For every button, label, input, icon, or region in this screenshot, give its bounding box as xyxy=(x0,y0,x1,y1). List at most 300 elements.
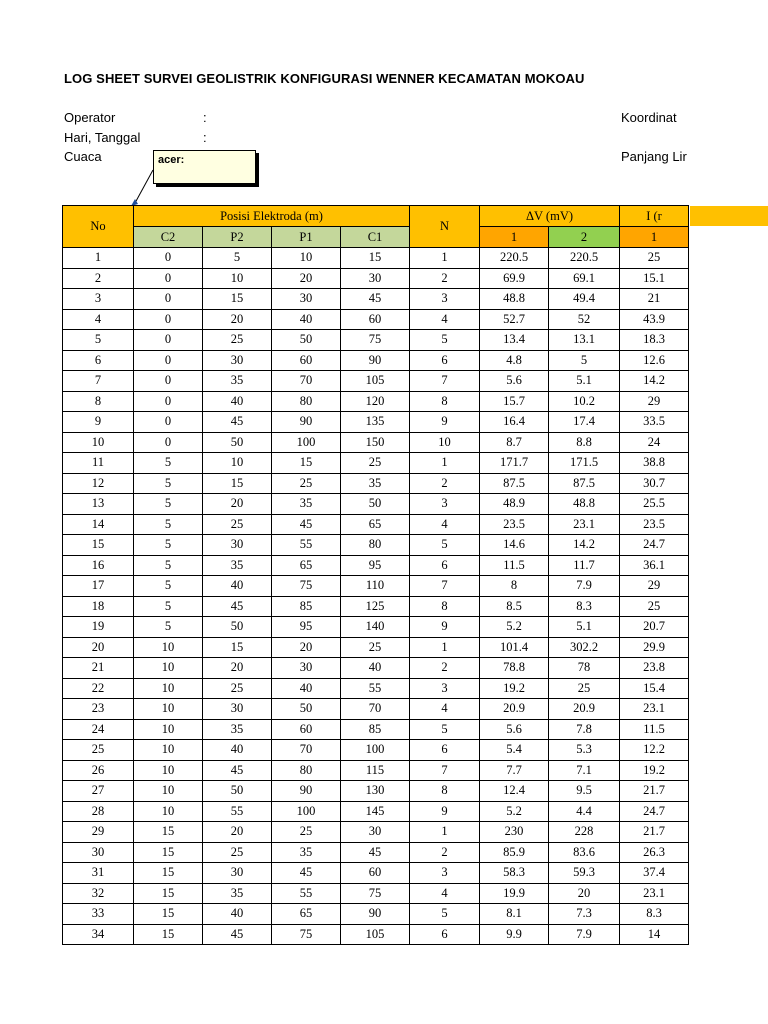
cell-no[interactable]: 18 xyxy=(63,596,134,617)
cell-c2[interactable]: 5 xyxy=(134,494,203,515)
cell-p2[interactable]: 30 xyxy=(203,350,272,371)
cell-p2[interactable]: 40 xyxy=(203,391,272,412)
cell-dv2[interactable]: 23.1 xyxy=(549,514,620,535)
cell-c1[interactable]: 60 xyxy=(341,309,410,330)
cell-no[interactable]: 31 xyxy=(63,863,134,884)
cell-dv2[interactable]: 52 xyxy=(549,309,620,330)
cell-i1[interactable]: 14.2 xyxy=(620,371,689,392)
cell-p1[interactable]: 85 xyxy=(272,596,341,617)
cell-c2[interactable]: 0 xyxy=(134,371,203,392)
cell-c2[interactable]: 10 xyxy=(134,760,203,781)
cell-no[interactable]: 13 xyxy=(63,494,134,515)
cell-p2[interactable]: 45 xyxy=(203,924,272,945)
cell-i1[interactable]: 12.2 xyxy=(620,740,689,761)
cell-no[interactable]: 3 xyxy=(63,289,134,310)
cell-c1[interactable]: 150 xyxy=(341,432,410,453)
cell-p2[interactable]: 5 xyxy=(203,248,272,269)
cell-no[interactable]: 33 xyxy=(63,904,134,925)
cell-dv1[interactable]: 13.4 xyxy=(480,330,549,351)
cell-i1[interactable]: 24 xyxy=(620,432,689,453)
cell-c2[interactable]: 0 xyxy=(134,412,203,433)
cell-dv1[interactable]: 9.9 xyxy=(480,924,549,945)
cell-p1[interactable]: 20 xyxy=(272,268,341,289)
cell-n[interactable]: 5 xyxy=(410,904,480,925)
cell-dv1[interactable]: 12.4 xyxy=(480,781,549,802)
cell-dv1[interactable]: 5.2 xyxy=(480,801,549,822)
cell-c2[interactable]: 15 xyxy=(134,904,203,925)
cell-c2[interactable]: 10 xyxy=(134,678,203,699)
cell-no[interactable]: 19 xyxy=(63,617,134,638)
cell-no[interactable]: 25 xyxy=(63,740,134,761)
cell-no[interactable]: 34 xyxy=(63,924,134,945)
cell-c2[interactable]: 0 xyxy=(134,350,203,371)
cell-no[interactable]: 4 xyxy=(63,309,134,330)
cell-p2[interactable]: 20 xyxy=(203,494,272,515)
cell-c2[interactable]: 10 xyxy=(134,740,203,761)
cell-n[interactable]: 1 xyxy=(410,637,480,658)
cell-c2[interactable]: 15 xyxy=(134,822,203,843)
cell-p1[interactable]: 95 xyxy=(272,617,341,638)
cell-p2[interactable]: 15 xyxy=(203,289,272,310)
cell-p1[interactable]: 65 xyxy=(272,904,341,925)
cell-dv1[interactable]: 5.4 xyxy=(480,740,549,761)
cell-p2[interactable]: 50 xyxy=(203,617,272,638)
cell-i1[interactable]: 18.3 xyxy=(620,330,689,351)
cell-c1[interactable]: 145 xyxy=(341,801,410,822)
cell-i1[interactable]: 15.4 xyxy=(620,678,689,699)
cell-dv2[interactable]: 7.1 xyxy=(549,760,620,781)
cell-dv2[interactable]: 78 xyxy=(549,658,620,679)
cell-i1[interactable]: 14 xyxy=(620,924,689,945)
cell-n[interactable]: 1 xyxy=(410,453,480,474)
cell-c2[interactable]: 0 xyxy=(134,248,203,269)
cell-c2[interactable]: 5 xyxy=(134,453,203,474)
cell-p2[interactable]: 10 xyxy=(203,268,272,289)
cell-c2[interactable]: 5 xyxy=(134,535,203,556)
cell-i1[interactable]: 25 xyxy=(620,248,689,269)
cell-p2[interactable]: 50 xyxy=(203,432,272,453)
cell-i1[interactable]: 21.7 xyxy=(620,781,689,802)
cell-n[interactable]: 2 xyxy=(410,842,480,863)
cell-dv1[interactable]: 14.6 xyxy=(480,535,549,556)
cell-i1[interactable]: 11.5 xyxy=(620,719,689,740)
cell-i1[interactable]: 43.9 xyxy=(620,309,689,330)
cell-n[interactable]: 6 xyxy=(410,350,480,371)
cell-no[interactable]: 8 xyxy=(63,391,134,412)
cell-p2[interactable]: 40 xyxy=(203,740,272,761)
cell-dv1[interactable]: 19.9 xyxy=(480,883,549,904)
cell-c1[interactable]: 30 xyxy=(341,268,410,289)
cell-n[interactable]: 3 xyxy=(410,863,480,884)
cell-p2[interactable]: 25 xyxy=(203,330,272,351)
cell-c1[interactable]: 30 xyxy=(341,822,410,843)
cell-n[interactable]: 4 xyxy=(410,699,480,720)
cell-c1[interactable]: 75 xyxy=(341,883,410,904)
cell-dv2[interactable]: 13.1 xyxy=(549,330,620,351)
cell-c1[interactable]: 140 xyxy=(341,617,410,638)
cell-i1[interactable]: 36.1 xyxy=(620,555,689,576)
cell-no[interactable]: 11 xyxy=(63,453,134,474)
cell-dv2[interactable]: 7.9 xyxy=(549,924,620,945)
cell-n[interactable]: 5 xyxy=(410,535,480,556)
cell-c1[interactable]: 45 xyxy=(341,289,410,310)
cell-i1[interactable]: 29.9 xyxy=(620,637,689,658)
cell-c2[interactable]: 5 xyxy=(134,514,203,535)
cell-c1[interactable]: 105 xyxy=(341,924,410,945)
cell-dv2[interactable]: 10.2 xyxy=(549,391,620,412)
cell-c2[interactable]: 0 xyxy=(134,268,203,289)
cell-dv2[interactable]: 87.5 xyxy=(549,473,620,494)
cell-n[interactable]: 2 xyxy=(410,473,480,494)
cell-c1[interactable]: 25 xyxy=(341,453,410,474)
cell-p1[interactable]: 60 xyxy=(272,719,341,740)
cell-dv2[interactable]: 25 xyxy=(549,678,620,699)
cell-c1[interactable]: 65 xyxy=(341,514,410,535)
cell-p1[interactable]: 15 xyxy=(272,453,341,474)
cell-c1[interactable]: 70 xyxy=(341,699,410,720)
cell-i1[interactable]: 19.2 xyxy=(620,760,689,781)
cell-c2[interactable]: 15 xyxy=(134,924,203,945)
cell-c1[interactable]: 90 xyxy=(341,904,410,925)
cell-p2[interactable]: 25 xyxy=(203,514,272,535)
cell-c1[interactable]: 35 xyxy=(341,473,410,494)
cell-n[interactable]: 7 xyxy=(410,371,480,392)
cell-n[interactable]: 2 xyxy=(410,658,480,679)
cell-dv2[interactable]: 7.9 xyxy=(549,576,620,597)
cell-n[interactable]: 6 xyxy=(410,740,480,761)
cell-p1[interactable]: 35 xyxy=(272,494,341,515)
cell-no[interactable]: 26 xyxy=(63,760,134,781)
cell-c2[interactable]: 5 xyxy=(134,555,203,576)
cell-i1[interactable]: 20.7 xyxy=(620,617,689,638)
cell-n[interactable]: 6 xyxy=(410,555,480,576)
cell-p1[interactable]: 20 xyxy=(272,637,341,658)
cell-dv2[interactable]: 9.5 xyxy=(549,781,620,802)
cell-p2[interactable]: 25 xyxy=(203,842,272,863)
cell-p1[interactable]: 45 xyxy=(272,863,341,884)
cell-dv2[interactable]: 7.8 xyxy=(549,719,620,740)
cell-dv1[interactable]: 58.3 xyxy=(480,863,549,884)
cell-n[interactable]: 7 xyxy=(410,576,480,597)
cell-dv2[interactable]: 8.3 xyxy=(549,596,620,617)
cell-p1[interactable]: 80 xyxy=(272,760,341,781)
cell-i1[interactable]: 23.5 xyxy=(620,514,689,535)
cell-n[interactable]: 5 xyxy=(410,330,480,351)
cell-p1[interactable]: 25 xyxy=(272,822,341,843)
cell-n[interactable]: 9 xyxy=(410,617,480,638)
cell-n[interactable]: 9 xyxy=(410,801,480,822)
cell-no[interactable]: 16 xyxy=(63,555,134,576)
cell-dv2[interactable]: 20 xyxy=(549,883,620,904)
cell-n[interactable]: 8 xyxy=(410,781,480,802)
cell-c1[interactable]: 25 xyxy=(341,637,410,658)
cell-dv1[interactable]: 5.6 xyxy=(480,719,549,740)
cell-c1[interactable]: 125 xyxy=(341,596,410,617)
cell-n[interactable]: 9 xyxy=(410,412,480,433)
cell-p2[interactable]: 35 xyxy=(203,719,272,740)
cell-p2[interactable]: 45 xyxy=(203,760,272,781)
cell-dv2[interactable]: 5 xyxy=(549,350,620,371)
cell-p1[interactable]: 25 xyxy=(272,473,341,494)
cell-i1[interactable]: 25 xyxy=(620,596,689,617)
cell-dv1[interactable]: 85.9 xyxy=(480,842,549,863)
cell-dv1[interactable]: 78.8 xyxy=(480,658,549,679)
cell-dv1[interactable]: 5.2 xyxy=(480,617,549,638)
cell-n[interactable]: 4 xyxy=(410,514,480,535)
cell-c2[interactable]: 15 xyxy=(134,883,203,904)
cell-no[interactable]: 17 xyxy=(63,576,134,597)
cell-p2[interactable]: 45 xyxy=(203,412,272,433)
cell-p2[interactable]: 15 xyxy=(203,637,272,658)
cell-no[interactable]: 10 xyxy=(63,432,134,453)
cell-no[interactable]: 22 xyxy=(63,678,134,699)
cell-dv1[interactable]: 19.2 xyxy=(480,678,549,699)
cell-c1[interactable]: 95 xyxy=(341,555,410,576)
cell-dv1[interactable]: 15.7 xyxy=(480,391,549,412)
cell-n[interactable]: 3 xyxy=(410,678,480,699)
cell-no[interactable]: 7 xyxy=(63,371,134,392)
cell-p1[interactable]: 60 xyxy=(272,350,341,371)
cell-dv1[interactable]: 8 xyxy=(480,576,549,597)
cell-no[interactable]: 9 xyxy=(63,412,134,433)
cell-dv1[interactable]: 8.7 xyxy=(480,432,549,453)
cell-dv2[interactable]: 7.3 xyxy=(549,904,620,925)
cell-c2[interactable]: 0 xyxy=(134,330,203,351)
cell-dv1[interactable]: 69.9 xyxy=(480,268,549,289)
cell-i1[interactable]: 26.3 xyxy=(620,842,689,863)
cell-i1[interactable]: 12.6 xyxy=(620,350,689,371)
cell-c2[interactable]: 10 xyxy=(134,801,203,822)
cell-p2[interactable]: 30 xyxy=(203,535,272,556)
cell-no[interactable]: 32 xyxy=(63,883,134,904)
cell-no[interactable]: 24 xyxy=(63,719,134,740)
cell-no[interactable]: 1 xyxy=(63,248,134,269)
cell-no[interactable]: 2 xyxy=(63,268,134,289)
cell-c2[interactable]: 10 xyxy=(134,637,203,658)
cell-n[interactable]: 10 xyxy=(410,432,480,453)
cell-dv1[interactable]: 101.4 xyxy=(480,637,549,658)
cell-c1[interactable]: 120 xyxy=(341,391,410,412)
cell-p1[interactable]: 45 xyxy=(272,514,341,535)
cell-p1[interactable]: 100 xyxy=(272,432,341,453)
cell-dv2[interactable]: 69.1 xyxy=(549,268,620,289)
cell-p1[interactable]: 35 xyxy=(272,842,341,863)
cell-dv2[interactable]: 5.1 xyxy=(549,617,620,638)
cell-dv1[interactable]: 7.7 xyxy=(480,760,549,781)
cell-p2[interactable]: 30 xyxy=(203,699,272,720)
cell-dv1[interactable]: 52.7 xyxy=(480,309,549,330)
cell-dv1[interactable]: 230 xyxy=(480,822,549,843)
cell-no[interactable]: 29 xyxy=(63,822,134,843)
cell-n[interactable]: 1 xyxy=(410,822,480,843)
cell-dv2[interactable]: 4.4 xyxy=(549,801,620,822)
cell-c2[interactable]: 0 xyxy=(134,391,203,412)
cell-n[interactable]: 3 xyxy=(410,289,480,310)
cell-dv1[interactable]: 8.5 xyxy=(480,596,549,617)
cell-i1[interactable]: 38.8 xyxy=(620,453,689,474)
cell-n[interactable]: 8 xyxy=(410,596,480,617)
cell-dv1[interactable]: 171.7 xyxy=(480,453,549,474)
cell-p1[interactable]: 70 xyxy=(272,371,341,392)
cell-no[interactable]: 20 xyxy=(63,637,134,658)
cell-i1[interactable]: 29 xyxy=(620,391,689,412)
cell-p1[interactable]: 50 xyxy=(272,699,341,720)
cell-p2[interactable]: 20 xyxy=(203,309,272,330)
cell-c1[interactable]: 100 xyxy=(341,740,410,761)
cell-c1[interactable]: 75 xyxy=(341,330,410,351)
cell-n[interactable]: 5 xyxy=(410,719,480,740)
cell-dv1[interactable]: 23.5 xyxy=(480,514,549,535)
cell-p1[interactable]: 75 xyxy=(272,576,341,597)
cell-c2[interactable]: 10 xyxy=(134,781,203,802)
cell-dv2[interactable]: 20.9 xyxy=(549,699,620,720)
cell-dv2[interactable]: 17.4 xyxy=(549,412,620,433)
cell-p2[interactable]: 50 xyxy=(203,781,272,802)
cell-p2[interactable]: 20 xyxy=(203,658,272,679)
cell-i1[interactable]: 8.3 xyxy=(620,904,689,925)
cell-no[interactable]: 27 xyxy=(63,781,134,802)
cell-dv2[interactable]: 83.6 xyxy=(549,842,620,863)
cell-n[interactable]: 4 xyxy=(410,309,480,330)
cell-p1[interactable]: 10 xyxy=(272,248,341,269)
cell-i1[interactable]: 24.7 xyxy=(620,801,689,822)
cell-c1[interactable]: 55 xyxy=(341,678,410,699)
cell-c2[interactable]: 15 xyxy=(134,863,203,884)
cell-c1[interactable]: 110 xyxy=(341,576,410,597)
cell-no[interactable]: 6 xyxy=(63,350,134,371)
cell-i1[interactable]: 15.1 xyxy=(620,268,689,289)
cell-p1[interactable]: 55 xyxy=(272,883,341,904)
cell-c2[interactable]: 0 xyxy=(134,289,203,310)
cell-i1[interactable]: 29 xyxy=(620,576,689,597)
cell-p1[interactable]: 80 xyxy=(272,391,341,412)
cell-dv2[interactable]: 5.3 xyxy=(549,740,620,761)
cell-i1[interactable]: 23.1 xyxy=(620,699,689,720)
cell-dv2[interactable]: 48.8 xyxy=(549,494,620,515)
cell-no[interactable]: 5 xyxy=(63,330,134,351)
cell-c1[interactable]: 85 xyxy=(341,719,410,740)
cell-p2[interactable]: 10 xyxy=(203,453,272,474)
cell-dv1[interactable]: 5.6 xyxy=(480,371,549,392)
cell-c2[interactable]: 0 xyxy=(134,432,203,453)
cell-p2[interactable]: 15 xyxy=(203,473,272,494)
cell-p2[interactable]: 35 xyxy=(203,555,272,576)
cell-dv2[interactable]: 8.8 xyxy=(549,432,620,453)
cell-n[interactable]: 3 xyxy=(410,494,480,515)
cell-dv1[interactable]: 8.1 xyxy=(480,904,549,925)
cell-c1[interactable]: 40 xyxy=(341,658,410,679)
cell-c2[interactable]: 10 xyxy=(134,658,203,679)
cell-p1[interactable]: 50 xyxy=(272,330,341,351)
cell-dv1[interactable]: 220.5 xyxy=(480,248,549,269)
cell-no[interactable]: 23 xyxy=(63,699,134,720)
cell-c1[interactable]: 135 xyxy=(341,412,410,433)
cell-p1[interactable]: 100 xyxy=(272,801,341,822)
cell-c2[interactable]: 5 xyxy=(134,617,203,638)
cell-no[interactable]: 15 xyxy=(63,535,134,556)
cell-p1[interactable]: 90 xyxy=(272,781,341,802)
cell-dv2[interactable]: 49.4 xyxy=(549,289,620,310)
cell-i1[interactable]: 21.7 xyxy=(620,822,689,843)
cell-no[interactable]: 30 xyxy=(63,842,134,863)
cell-dv1[interactable]: 48.8 xyxy=(480,289,549,310)
cell-p1[interactable]: 55 xyxy=(272,535,341,556)
cell-c2[interactable]: 15 xyxy=(134,842,203,863)
cell-dv2[interactable]: 228 xyxy=(549,822,620,843)
cell-c2[interactable]: 5 xyxy=(134,473,203,494)
cell-c1[interactable]: 50 xyxy=(341,494,410,515)
cell-n[interactable]: 6 xyxy=(410,924,480,945)
cell-no[interactable]: 12 xyxy=(63,473,134,494)
cell-no[interactable]: 14 xyxy=(63,514,134,535)
cell-c1[interactable]: 90 xyxy=(341,350,410,371)
cell-dv1[interactable]: 87.5 xyxy=(480,473,549,494)
cell-c1[interactable]: 130 xyxy=(341,781,410,802)
cell-dv2[interactable]: 59.3 xyxy=(549,863,620,884)
cell-p2[interactable]: 35 xyxy=(203,371,272,392)
cell-p2[interactable]: 35 xyxy=(203,883,272,904)
cell-dv1[interactable]: 16.4 xyxy=(480,412,549,433)
cell-n[interactable]: 7 xyxy=(410,760,480,781)
cell-c1[interactable]: 15 xyxy=(341,248,410,269)
cell-dv1[interactable]: 48.9 xyxy=(480,494,549,515)
cell-p1[interactable]: 75 xyxy=(272,924,341,945)
cell-dv2[interactable]: 171.5 xyxy=(549,453,620,474)
cell-c1[interactable]: 45 xyxy=(341,842,410,863)
cell-i1[interactable]: 33.5 xyxy=(620,412,689,433)
cell-dv1[interactable]: 11.5 xyxy=(480,555,549,576)
cell-c2[interactable]: 10 xyxy=(134,719,203,740)
cell-i1[interactable]: 30.7 xyxy=(620,473,689,494)
cell-p2[interactable]: 30 xyxy=(203,863,272,884)
cell-c1[interactable]: 105 xyxy=(341,371,410,392)
cell-i1[interactable]: 24.7 xyxy=(620,535,689,556)
cell-dv2[interactable]: 5.1 xyxy=(549,371,620,392)
cell-p1[interactable]: 65 xyxy=(272,555,341,576)
cell-c2[interactable]: 0 xyxy=(134,309,203,330)
cell-p1[interactable]: 90 xyxy=(272,412,341,433)
cell-dv2[interactable]: 302.2 xyxy=(549,637,620,658)
cell-dv2[interactable]: 220.5 xyxy=(549,248,620,269)
cell-dv1[interactable]: 20.9 xyxy=(480,699,549,720)
cell-c2[interactable]: 5 xyxy=(134,596,203,617)
cell-dv1[interactable]: 4.8 xyxy=(480,350,549,371)
cell-i1[interactable]: 25.5 xyxy=(620,494,689,515)
cell-i1[interactable]: 21 xyxy=(620,289,689,310)
cell-p2[interactable]: 25 xyxy=(203,678,272,699)
cell-dv2[interactable]: 11.7 xyxy=(549,555,620,576)
cell-p2[interactable]: 40 xyxy=(203,904,272,925)
cell-p2[interactable]: 20 xyxy=(203,822,272,843)
cell-p1[interactable]: 40 xyxy=(272,678,341,699)
cell-p1[interactable]: 40 xyxy=(272,309,341,330)
cell-n[interactable]: 4 xyxy=(410,883,480,904)
cell-n[interactable]: 2 xyxy=(410,268,480,289)
cell-p2[interactable]: 55 xyxy=(203,801,272,822)
cell-p2[interactable]: 45 xyxy=(203,596,272,617)
cell-p2[interactable]: 40 xyxy=(203,576,272,597)
cell-p1[interactable]: 70 xyxy=(272,740,341,761)
cell-c1[interactable]: 115 xyxy=(341,760,410,781)
cell-p1[interactable]: 30 xyxy=(272,289,341,310)
cell-i1[interactable]: 23.8 xyxy=(620,658,689,679)
cell-c2[interactable]: 5 xyxy=(134,576,203,597)
cell-c2[interactable]: 10 xyxy=(134,699,203,720)
cell-no[interactable]: 21 xyxy=(63,658,134,679)
cell-no[interactable]: 28 xyxy=(63,801,134,822)
cell-n[interactable]: 1 xyxy=(410,248,480,269)
cell-i1[interactable]: 37.4 xyxy=(620,863,689,884)
